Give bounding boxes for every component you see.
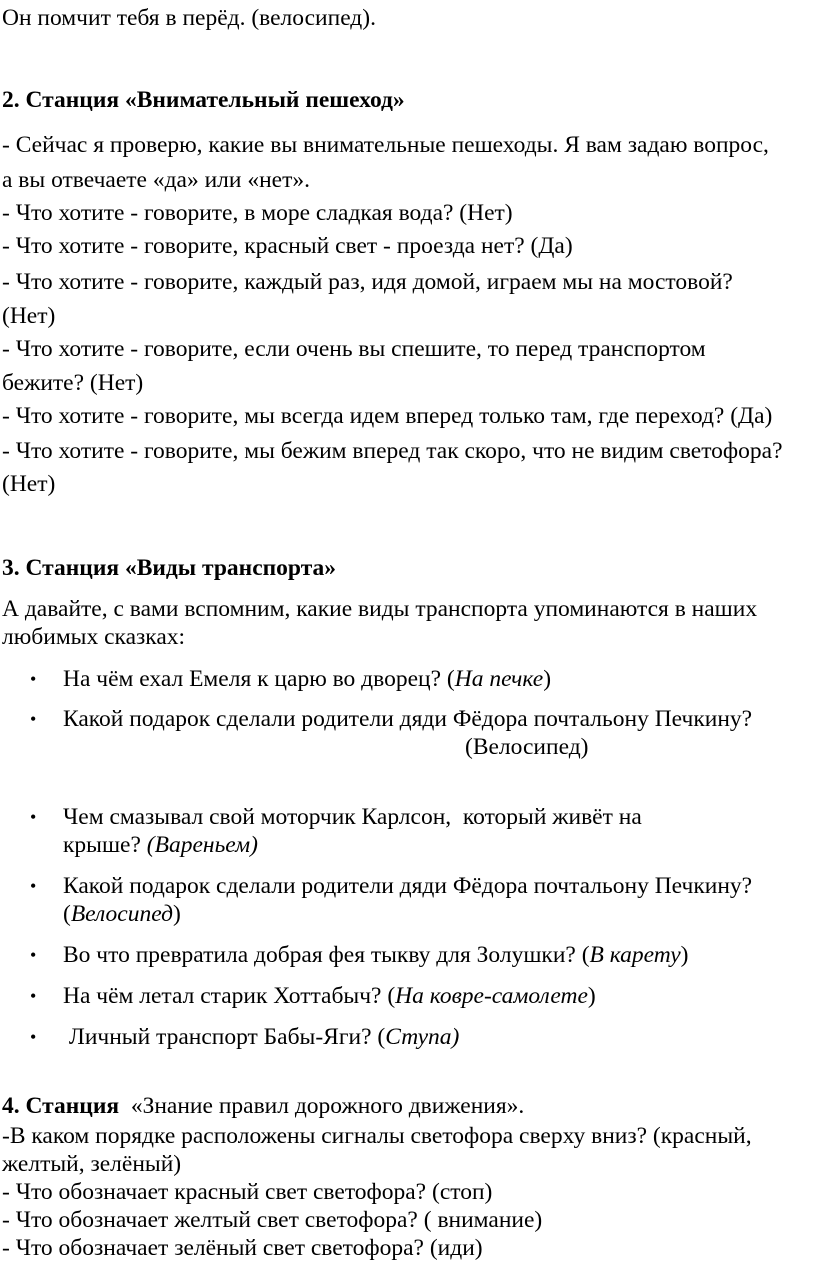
line-text: ) — [543, 666, 552, 692]
section-heading — [2, 1092, 524, 1120]
text-line — [465, 733, 588, 761]
bullet-icon: • — [30, 876, 37, 896]
bullet-icon: • — [30, 986, 37, 1006]
text-line — [2, 1150, 181, 1178]
line-text: -В каком порядке расположены сигналы светофора сверху вниз? (красный, — [2, 1123, 752, 1149]
line-text: любимых сказках: — [2, 624, 186, 650]
text-line — [2, 1234, 483, 1262]
line-text: ) — [172, 901, 181, 927]
line-text: - Что обозначает зелёный свет светофора? (иди) — [2, 1235, 483, 1261]
text-line — [2, 1206, 542, 1234]
line-text: 4. Станция — [2, 1093, 120, 1119]
line-text: Какой подарок сделали родители дяди Фёдора почтальону Печкину? — [63, 706, 753, 732]
line-text: (Нет) — [2, 303, 56, 329]
answer-text: В карету — [589, 942, 681, 968]
text-line — [2, 232, 573, 260]
line-text: Какой подарок сделали родители дяди Фёдора почтальону Печкину? — [63, 873, 753, 899]
text-line — [63, 665, 551, 693]
answer-text: Ступа) — [385, 1024, 460, 1050]
answer-text: На печке — [454, 666, 544, 692]
line-text: Во что превратила добрая фея тыкву для Золушки? ( — [63, 942, 590, 968]
line-text: ( — [63, 901, 71, 927]
text-line — [63, 941, 688, 969]
line-text: (Нет) — [2, 471, 56, 497]
text-line — [63, 705, 752, 733]
line-text: крыше? — [63, 832, 147, 858]
line-text: «Знание правил дорожного движения». — [119, 1093, 525, 1119]
line-text: - Что хотите - говорите, красный свет - проезда нет? (Да) — [2, 233, 573, 259]
bullet-icon: • — [30, 945, 37, 965]
line-text: ) — [680, 942, 689, 968]
text-line — [2, 335, 706, 363]
text-line — [63, 1023, 459, 1051]
text-line — [63, 831, 258, 859]
line-text: - Что обозначает желтый свет светофора? ( внимание) — [2, 1207, 543, 1233]
text-line — [2, 1122, 752, 1150]
text-line — [2, 437, 783, 465]
text-line — [2, 302, 55, 330]
section-heading — [2, 86, 405, 114]
answer-text: Велосипед — [70, 901, 173, 927]
text-line — [2, 623, 185, 651]
line-text: А давайте, с вами вспомним, какие виды транспорта упоминаются в наших — [2, 596, 758, 622]
text-line — [63, 982, 596, 1010]
line-text: 2. Станция «Внимательный пешеход» — [2, 87, 405, 113]
text-line — [2, 470, 55, 498]
text-line — [2, 4, 376, 32]
text-line — [2, 131, 769, 159]
bullet-icon: • — [30, 669, 37, 689]
line-text: - Что хотите - говорите, каждый раз, идя домой, играем мы на мостовой? — [2, 269, 733, 295]
line-text: а вы отвечаете «да» или «нет». — [2, 167, 311, 193]
line-text: 3. Станция «Виды транспорта» — [2, 555, 337, 581]
line-text: - Что обозначает красный свет светофора? (стоп) — [2, 1179, 493, 1205]
text-line — [2, 595, 757, 623]
bullet-icon: • — [30, 1027, 37, 1047]
text-line — [63, 872, 752, 900]
line-text: На чём ехал Емеля к царю во дворец? ( — [63, 666, 455, 692]
line-text: желтый, зелёный) — [2, 1151, 182, 1177]
line-text: - Что хотите - говорите, в море сладкая вода? (Нет) — [2, 200, 513, 226]
line-text: (Велосипед) — [465, 734, 589, 760]
line-text: Личный транспорт Бабы-Яги? ( — [63, 1024, 386, 1050]
text-line — [2, 369, 143, 397]
line-text: - Что хотите - говорите, мы всегда идем вперед только там, где переход? (Да) — [2, 403, 773, 429]
line-text: бежите? (Нет) — [2, 370, 144, 396]
line-text: Он помчит тебя в перёд. (велосипед). — [2, 5, 376, 31]
text-line — [63, 900, 181, 928]
line-text: ) — [587, 983, 596, 1009]
text-line — [2, 268, 733, 296]
line-text: - Сейчас я проверю, какие вы внимательные пешеходы. Я вам задаю вопрос, — [2, 132, 769, 158]
section-heading — [2, 554, 336, 582]
line-text: - Что хотите - говорите, мы бежим вперед так скоро, что не видим светофора? — [2, 438, 783, 464]
text-line — [2, 199, 513, 227]
text-line — [2, 402, 772, 430]
text-line — [2, 166, 310, 194]
bullet-icon: • — [30, 709, 37, 729]
bullet-icon: • — [30, 807, 37, 827]
text-line — [2, 1178, 492, 1206]
answer-text: На ковре-самолете — [395, 983, 588, 1009]
line-text: Чем смазывал свой моторчик Карлсон, который живёт на — [63, 804, 642, 830]
text-line — [63, 803, 642, 831]
line-text: - Что хотите - говорите, если очень вы спешите, то перед транспортом — [2, 336, 706, 362]
answer-text: (Вареньем) — [146, 832, 258, 858]
line-text: На чём летал старик Хоттабыч? ( — [63, 983, 396, 1009]
